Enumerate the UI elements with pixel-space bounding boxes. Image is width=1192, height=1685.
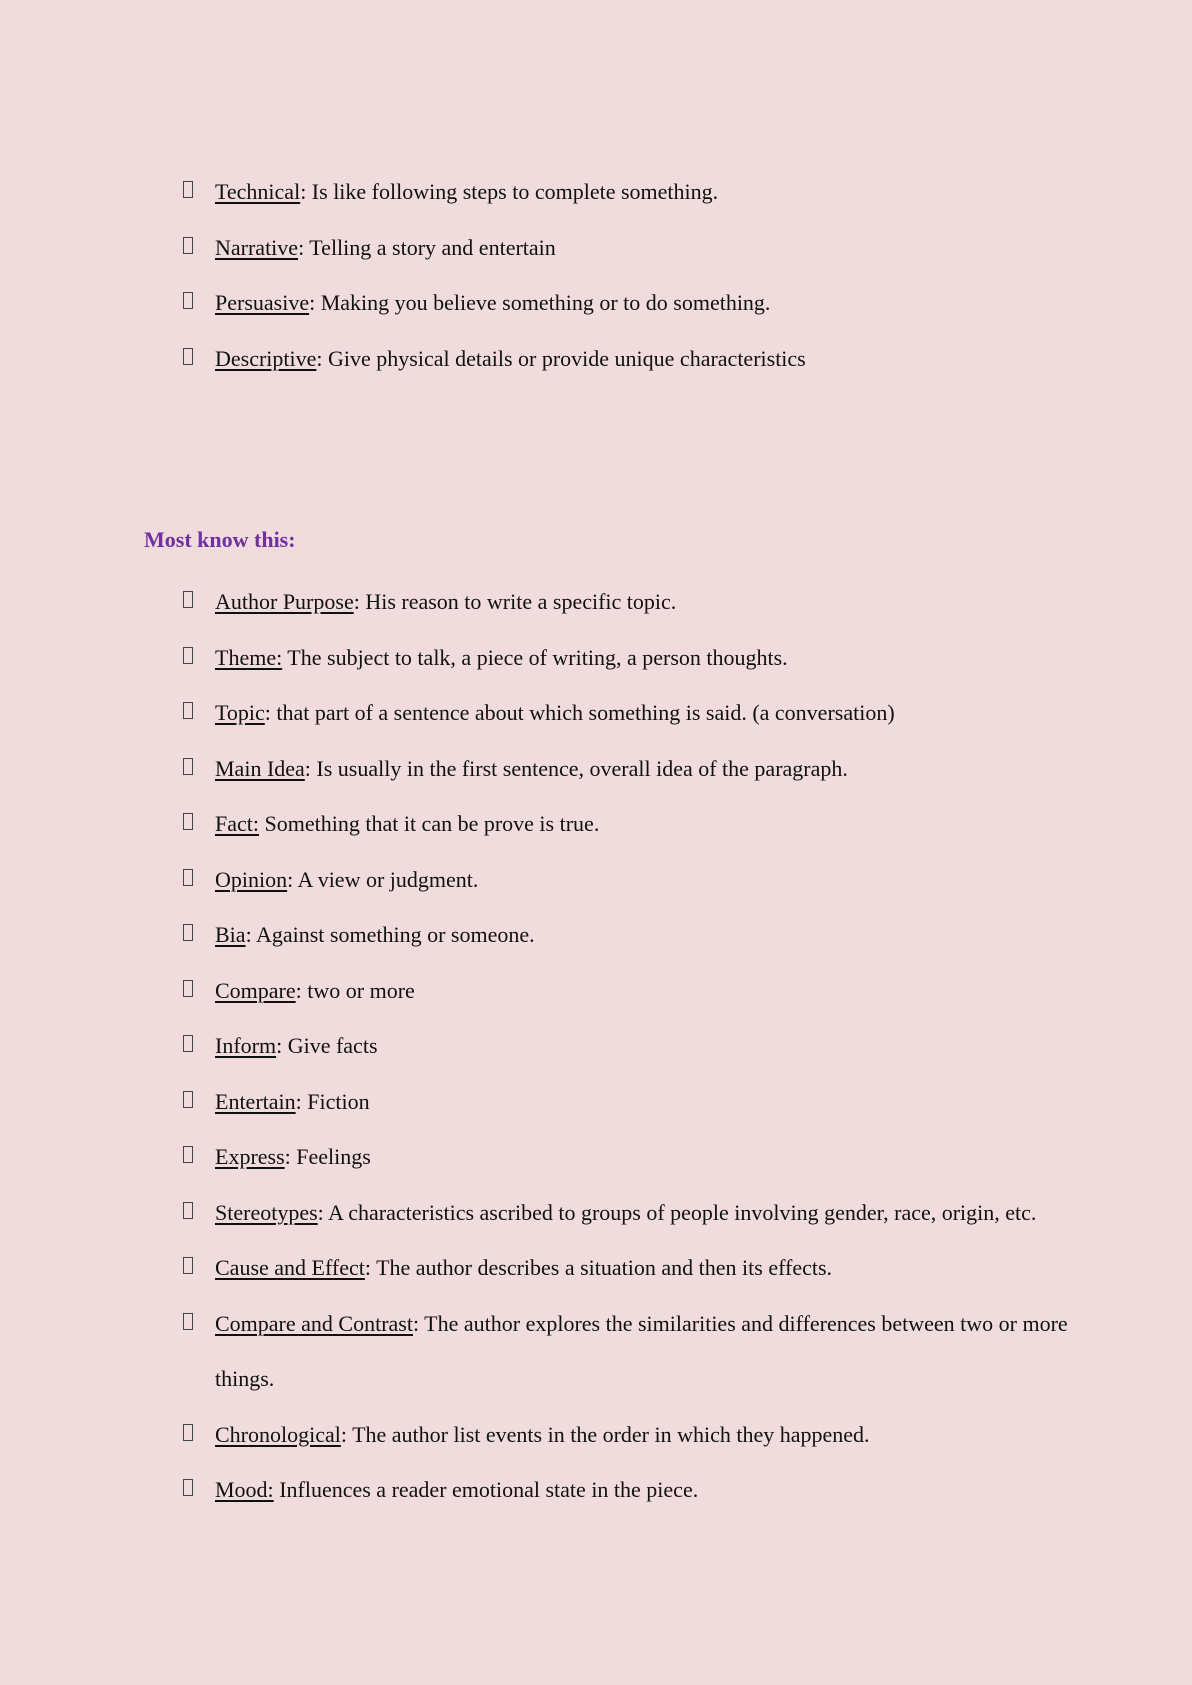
- bullet-icon: [183, 348, 193, 365]
- section-heading: Most know this:: [144, 527, 296, 552]
- definition: : The author list events in the order in which they happened.: [340, 1421, 870, 1447]
- list-item: [0, 685, 1192, 741]
- bullet-icon: [183, 869, 193, 886]
- term: Inform: [215, 1033, 277, 1058]
- term: Entertain: [215, 1088, 296, 1114]
- list-item: [0, 796, 1192, 852]
- list-item: [0, 630, 1192, 686]
- list-item: [0, 574, 1192, 630]
- term: Stereotypes: [215, 1199, 318, 1225]
- definition: Influences a reader emotional state in the piece.: [273, 1477, 699, 1502]
- text-types-list: [0, 164, 1192, 386]
- list-item: [0, 1407, 1192, 1463]
- definition: : Against something or someone.: [245, 922, 535, 947]
- term: Cause and Effect: [215, 1255, 365, 1280]
- bullet-icon: [183, 1424, 193, 1441]
- list-item: [0, 1074, 1192, 1130]
- term: Express: [215, 1144, 285, 1169]
- term: Compare: [215, 977, 296, 1003]
- definition: : Give physical details or provide unique characteristics: [316, 345, 806, 371]
- term: Technical: [215, 179, 301, 204]
- list-item: [0, 220, 1192, 276]
- term: Bia: [215, 922, 246, 947]
- definition: : The author explores the similarities and differences between two or more things.: [215, 1310, 1068, 1391]
- list-item: [0, 1240, 1192, 1296]
- bullet-icon: [183, 1313, 193, 1330]
- bullet-icon: [183, 647, 193, 664]
- term: Fact:: [215, 811, 259, 836]
- bullet-icon: [183, 980, 193, 997]
- bullet-icon: [183, 1035, 193, 1052]
- term: Persuasive: [215, 290, 310, 315]
- list-item: [0, 275, 1192, 331]
- definition: Something that it can be prove is true.: [259, 811, 600, 836]
- list-item: [0, 852, 1192, 908]
- definition: : Give facts: [276, 1033, 378, 1058]
- bullet-icon: [183, 237, 193, 254]
- list-item: [0, 1018, 1192, 1074]
- list-item: [0, 164, 1192, 220]
- bullet-icon: [183, 1257, 193, 1274]
- term: Opinion: [215, 866, 288, 892]
- definition: : A characteristics ascribed to groups of people involving gender, race, origin, etc.: [317, 1199, 1037, 1225]
- list-item: [0, 1129, 1192, 1185]
- term: Narrative: [215, 234, 299, 260]
- definition: : The author describes a situation and then its effects.: [364, 1255, 833, 1280]
- definition: : two or more: [295, 977, 415, 1003]
- term: Mood:: [215, 1477, 274, 1502]
- definition: : that part of a sentence about which something is said. (a conversation): [264, 700, 895, 725]
- term: Compare and Contrast: [215, 1310, 413, 1336]
- term: Descriptive: [215, 345, 317, 371]
- list-item: [0, 907, 1192, 963]
- definition: : Feelings: [284, 1144, 371, 1169]
- bullet-icon: [183, 924, 193, 941]
- term: Chronological: [215, 1421, 341, 1447]
- definition: : His reason to write a specific topic.: [353, 589, 677, 614]
- list-item: [0, 1462, 1192, 1518]
- definition: : Fiction: [295, 1088, 370, 1114]
- list-item: [0, 963, 1192, 1019]
- definition: : Making you believe something or to do something.: [309, 290, 771, 315]
- definition: : Is like following steps to complete something.: [300, 179, 719, 204]
- definition: : Telling a story and entertain: [298, 234, 556, 260]
- list-item: [0, 1296, 1192, 1407]
- definition: The subject to talk, a piece of writing, a person thoughts.: [282, 644, 788, 670]
- term: Main Idea: [215, 755, 305, 781]
- bullet-icon: [183, 1479, 193, 1496]
- bullet-icon: [183, 813, 193, 830]
- bullet-icon: [183, 758, 193, 775]
- bullet-icon: [183, 591, 193, 608]
- list-item: [0, 741, 1192, 797]
- definition: : A view or judgment.: [287, 866, 479, 892]
- bullet-icon: [183, 1146, 193, 1163]
- term: Topic: [215, 700, 265, 725]
- bullet-icon: [183, 702, 193, 719]
- definition: : Is usually in the first sentence, overall idea of the paragraph.: [304, 755, 848, 781]
- bullet-icon: [183, 292, 193, 309]
- term: Author Purpose: [215, 589, 354, 614]
- bullet-icon: [183, 1091, 193, 1108]
- list-item: [0, 331, 1192, 387]
- bullet-icon: [183, 1202, 193, 1219]
- key-terms-list: [0, 574, 1192, 1518]
- bullet-icon: [183, 181, 193, 198]
- list-item: [0, 1185, 1192, 1241]
- term: Theme:: [215, 644, 283, 670]
